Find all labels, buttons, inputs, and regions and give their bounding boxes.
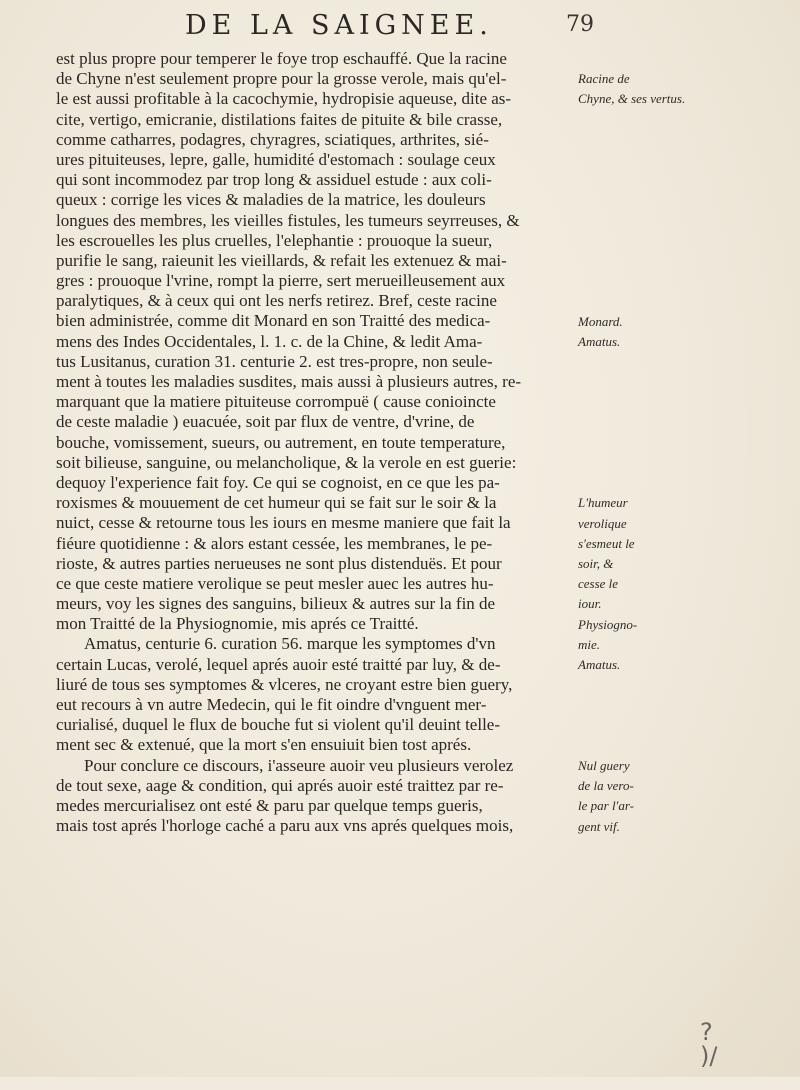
- text-line: Amatus, centurie 6. curation 56. marque les symptomes d'vn: [84, 634, 496, 654]
- text-line: les escrouelles les plus cruelles, l'elephantie : prouoque la sueur,: [56, 230, 493, 250]
- text-line: Pour conclure ce discours, i'asseure auoir veu plusieurs verolez: [84, 755, 514, 775]
- text-line: gres : prouoque l'vrine, rompt la pierre, sert merueilleusement aux: [56, 271, 506, 291]
- margin-note: cesse le: [578, 576, 619, 592]
- text-line: fiéure quotidienne : & alors estant cessée, les membranes, le pe-: [56, 533, 493, 553]
- margin-note: Racine de: [578, 71, 630, 87]
- pencil-mark-text: ? )/: [700, 1018, 718, 1070]
- text-line: mais tost aprés l'horloge caché a paru aux vns aprés quelques mois,: [56, 816, 514, 836]
- text-line: queux : corrige les vices & maladies de la matrice, les douleurs: [56, 190, 486, 210]
- margin-note: Nul guery: [578, 758, 630, 773]
- text-line: comme catharres, podagres, chyragres, sciatiques, arthrites, sié-: [56, 129, 489, 149]
- text-line: bouche, vomissement, sueurs, ou autrement, en toute temperature,: [56, 432, 506, 452]
- margin-note: mie.: [578, 636, 601, 652]
- text-line: purifie le sang, raieunit les vieillards, & refait les extenuez & mai-: [56, 250, 507, 270]
- page-number: 79: [566, 12, 594, 37]
- text-line: longues des membres, les vieilles fistules, les tumeurs seyrreuses, &: [56, 210, 520, 230]
- text-line: soit bilieuse, sanguine, ou melancholique, & la verole en est guerie:: [56, 452, 517, 472]
- text-line: eut recours à vn autre Medecin, qui le fit oindre d'vnguent mer-: [56, 695, 487, 714]
- text-line: de tout sexe, aage & condition, qui aprés auoir esté traittez par re-: [56, 775, 504, 795]
- text-line: liuré de tous ses symptomes & vlceres, ne croyant estre bien guery,: [56, 674, 513, 694]
- text-line: bien administrée, comme dit Monard en son Traitté des medica-: [56, 311, 491, 331]
- margin-note: gent vif.: [578, 818, 620, 834]
- running-title: DE LA SAIGNEE.: [185, 10, 493, 41]
- text-line: certain Lucas, verolé, lequel aprés auoir esté traitté par luy, & de-: [56, 654, 501, 674]
- text-line: medes mercurialisez ont esté & paru par quelque temps gueris,: [56, 795, 483, 815]
- text-line: est plus propre pour temperer le foye trop eschauffé. Que la racine: [56, 49, 507, 68]
- text-line: rioste, & autres parties nerueuses ne sont plus distenduës. Et pour: [56, 553, 502, 573]
- margin-note: Amatus.: [578, 657, 621, 672]
- text-line: tus Lusitanus, curation 31. centurie 2. est tres-propre, non seule-: [56, 351, 493, 371]
- margin-note: L'humeur: [578, 495, 628, 511]
- text-line: le est aussi profitable à la cacochymie, hydropisie aqueuse, dite as-: [56, 89, 512, 109]
- margin-note: Amatus.: [578, 333, 621, 349]
- margin-note: Physiogno-: [578, 616, 638, 632]
- page-header: [0, 8, 800, 48]
- text-line: marquant que la matiere pituiteuse corrompuë ( cause conioincte: [56, 392, 496, 412]
- margin-note: soir, &: [578, 556, 614, 571]
- text-line: mens des Indes Occidentales, l. 1. c. de la Chine, & ledit Ama-: [56, 331, 483, 351]
- text-line: dequoy l'experience fait foy. Ce qui se cognoist, en ce que les pa-: [56, 472, 500, 492]
- margin-note: Chyne, & ses vertus.: [578, 91, 686, 107]
- margin-note: Monard.: [578, 313, 623, 329]
- text-line: cite, vertigo, emicranie, distilations faites de pituite & bile crasse,: [56, 109, 503, 129]
- margin-note: verolique: [578, 515, 627, 531]
- text-line: meurs, voy les signes des sanguins, bilieux & autres sur la fin de: [56, 594, 496, 614]
- text-line: curialisé, duquel le flux de bouche fut si violent qu'il deuint telle-: [56, 715, 501, 735]
- text-line: roxismes & mouuement de cet humeur qui se fait sur le soir & la: [56, 493, 497, 513]
- margin-note: s'esmeut le: [578, 535, 635, 551]
- margin-note: iour.: [578, 596, 602, 612]
- text-line: nuict, cesse & retourne tous les iours en mesme maniere que fait la: [56, 513, 511, 533]
- body-text: [56, 49, 571, 836]
- pencil-mark: [700, 1020, 730, 1090]
- text-line: qui sont incommodez par trop long & assiduel estude : aux coli-: [56, 170, 492, 190]
- text-line: paralytiques, & à ceux qui ont les nerfs retirez. Bref, ceste racine: [56, 291, 497, 311]
- margin-note: de la vero-: [578, 778, 634, 794]
- text-line: de Chyne n'est seulement propre pour la grosse verole, mais qu'el-: [56, 69, 507, 89]
- margin-note: le par l'ar-: [578, 798, 634, 814]
- text-line: ment sec & extenué, que la mort s'en ensuiuit bien tost aprés.: [56, 735, 472, 755]
- text-line: de ceste maladie ) euacuée, soit par flux de ventre, d'vrine, de: [56, 412, 475, 432]
- text-line: mon Traitté de la Physiognomie, mis aprés ce Traitté.: [56, 614, 419, 634]
- text-line: ce que ceste matiere verolique se peut mesler auec les autres hu-: [56, 573, 494, 593]
- text-line: ment à toutes les maladies susdites, mais aussi à plusieurs autres, re-: [56, 372, 522, 391]
- text-line: ures pituiteuses, lepre, galle, humidité d'estomach : soulage ceux: [56, 149, 496, 169]
